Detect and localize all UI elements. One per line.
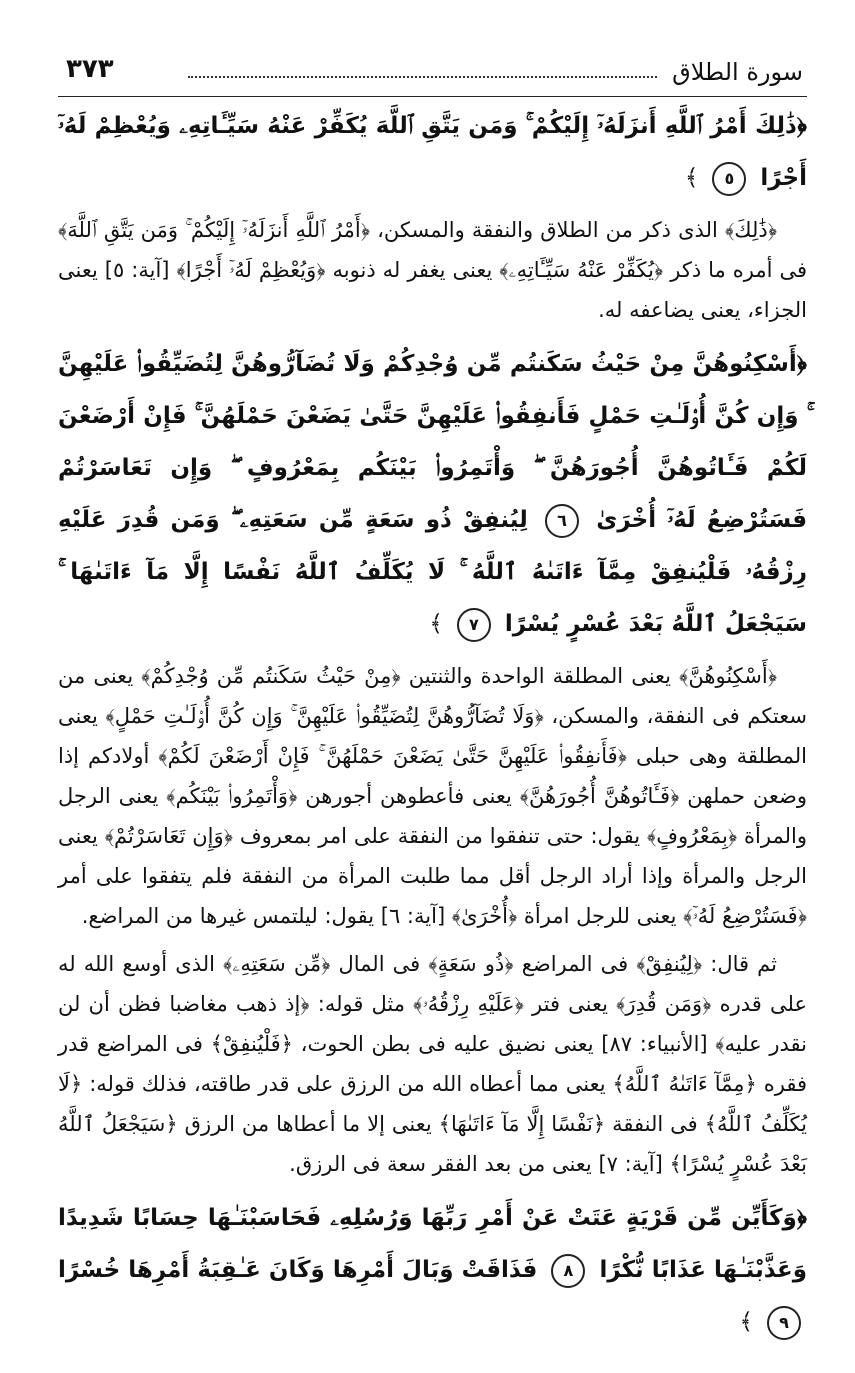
quran-verse-block — [58, 100, 807, 204]
ayah-number-marker: ٥ — [712, 162, 746, 196]
commentary-paragraph: ﴿ذَٰلِكَ﴾ الذى ذكر من الطلاق والنفقة والمسكن، ﴿أَمْرُ ٱللَّهِ أَنزَلَهُۥٓ إِلَيْكُمْ ۚ وَمَن يَتَّقِ ٱللَّهَ﴾ فى أمره ما ذكر ﴿يُكَفِّرْ عَنْهُ سَيِّـَٔاتِهِۦ﴾ يعنى يغفر له ذنوبه ﴿وَيُعْظِمْ لَهُۥٓ أَجْرًا﴾ [آية: ٥] يعنى الجزاء، يعنى يضاعفه له. — [58, 218, 808, 322]
ayah-number-marker: ٧ — [457, 608, 491, 642]
verse-text: ﴿أَسْكِنُوهُنَّ مِنْ حَيْثُ سَكَنتُم مِّن وُجْدِكُمْ وَلَا تُضَآرُّوهُنَّ لِتُضَيِّقُوا۟ عَلَيْهِنَّ ۚ وَإِن كُنَّ أُو۟لَـٰتِ حَمْلٍ فَأَنفِقُوا۟ عَلَيْهِنَّ حَتَّىٰ يَضَعْنَ حَمْلَهُنَّ ۚ فَإِنْ أَرْضَعْنَ لَكُمْ فَـَٔاتُوهُنَّ أُجُورَهُنَّ ۖ وَأْتَمِرُوا۟ بَيْنَكُم بِمَعْرُوفٍ ۖ وَإِن تَعَاسَرْتُمْ فَسَتُرْضِعُ لَهُۥٓ أُخْرَىٰ — [58, 351, 807, 533]
closing-bracket: ﴾ — [684, 165, 699, 191]
commentary-paragraph: ﴿أَسْكِنُوهُنَّ﴾ يعنى المطلقة الواحدة والثنتين ﴿مِنْ حَيْثُ سَكَنتُم مِّن وُجْدِكُمْ﴾ يعنى من سعتكم فى النفقة، والمسكن، ﴿وَلَا تُضَآرُّوهُنَّ لِتُضَيِّقُوا۟ عَلَيْهِنَّ ۚ وَإِن كُنَّ أُو۟لَـٰتِ حَمْلٍ﴾ يعنى المطلقة وهى حبلى ﴿فَأَنفِقُوا۟ عَلَيْهِنَّ حَتَّىٰ يَضَعْنَ حَمْلَهُنَّ ۚ فَإِنْ أَرْضَعْنَ لَكُمْ﴾ أولادكم إذا وضعن حملهن ﴿فَـَٔاتُوهُنَّ أُجُورَهُنَّ﴾ يعنى فأعطوهن أجورهن ﴿وَأْتَمِرُوا۟ بَيْنَكُم﴾ يعنى الرجل والمرأة ﴿بِمَعْرُوفٍ﴾ يقول: حتى تنفقوا من النفقة على امر بمعروف ﴿وَإِن تَعَاسَرْتُمْ﴾ يعنى الرجل والمرأة وإذا أراد الرجل أقل مما طلبت المرأة من النفقة فلم يتفقوا على أمر ﴿فَسَتُرْضِعُ لَهُۥٓ﴾ يعنى للرجل امرأة ﴿أُخْرَىٰ﴾ [آية: ٦] يقول: ليلتمس غيرها من المراضع. — [58, 664, 807, 928]
commentary-paragraph: ثم قال: ﴿لِيُنفِقْ﴾ فى المراضع ﴿ذُو سَعَةٍ﴾ فى المال ﴿مِّن سَعَتِهِۦ﴾ الذى أوسع الله له على قدره ﴿وَمَن قُدِرَ﴾ يعنى فتر ﴿عَلَيْهِ رِزْقُهُۥ﴾ مثل قوله: ﴿إذ ذهب مغاضبا فظن أن لن نقدر عليه﴾ [الأنبياء: ٨٧] يعنى نضيق عليه فى بطن الحوت، ﴿فَلْيُنفِقْ﴾ فى المراضع قدر فقره ﴿مِمَّآ ءَاتَىٰهُ ٱللَّهُ﴾ يعنى مما أعطاه الله من الرزق على قدر طاقته، فذلك قوله: ﴿لَا يُكَلِّفُ ٱللَّهُ﴾ فى النفقة ﴿نَفْسًا إِلَّا مَآ ءَاتَىٰهَا﴾ يعنى إلا ما أعطاها من الرزق ﴿سَيَجْعَلُ ٱللَّهُ بَعْدَ عُسْرٍ يُسْرًا﴾ [آية: ٧] يعنى من بعد الفقر سعة فى الرزق. — [58, 952, 807, 1176]
quran-verse-block — [58, 338, 807, 650]
closing-bracket: ﴾ — [429, 611, 443, 637]
ayah-number-marker: ٩ — [767, 1306, 801, 1340]
ayah-number-marker: ٨ — [551, 1254, 585, 1288]
page-body — [58, 100, 807, 1354]
verse-text: فَذَاقَتْ وَبَالَ أَمْرِهَا وَكَانَ عَـٰقِبَةُ أَمْرِهَا خُسْرًا — [58, 1257, 538, 1283]
verse-text: لِيُنفِقْ ذُو سَعَةٍ مِّن سَعَتِهِۦ ۖ وَمَن قُدِرَ عَلَيْهِ رِزْقُهُۥ فَلْيُنفِقْ مِمَّآ ءَاتَىٰهُ ٱللَّهُ ۚ لَا يُكَلِّفُ ٱللَّهُ نَفْسًا إِلَّا مَآ ءَاتَىٰهَا ۚ سَيَجْعَلُ ٱللَّهُ بَعْدَ عُسْرٍ يُسْرًا — [58, 507, 807, 637]
page-number: ٣٧٣ — [66, 54, 114, 84]
header-dotted-leader — [188, 76, 657, 78]
surah-title: سورة الطلاق — [672, 58, 803, 86]
closing-bracket: ﴾ — [739, 1309, 753, 1335]
quran-verse-block — [58, 1192, 807, 1348]
page-header — [58, 52, 807, 97]
verse-text: ﴿ذَٰلِكَ أَمْرُ ٱللَّهِ أَنزَلَهُۥٓ إِلَيْكُمْ ۚ وَمَن يَتَّقِ ٱللَّهَ يُكَفِّرْ عَنْهُ سَيِّـَٔاتِهِۦ وَيُعْظِمْ لَهُۥٓ أَجْرًا — [58, 113, 807, 191]
verse-text: ﴿وَكَأَيِّن مِّن قَرْيَةٍ عَتَتْ عَنْ أَمْرِ رَبِّهَا وَرُسُلِهِۦ فَحَاسَبْنَـٰهَا حِسَابًا شَدِيدًا وَعَذَّبْنَـٰهَا عَذَابًا نُّكْرًا — [58, 1205, 807, 1283]
ayah-number-marker: ٦ — [545, 504, 579, 538]
